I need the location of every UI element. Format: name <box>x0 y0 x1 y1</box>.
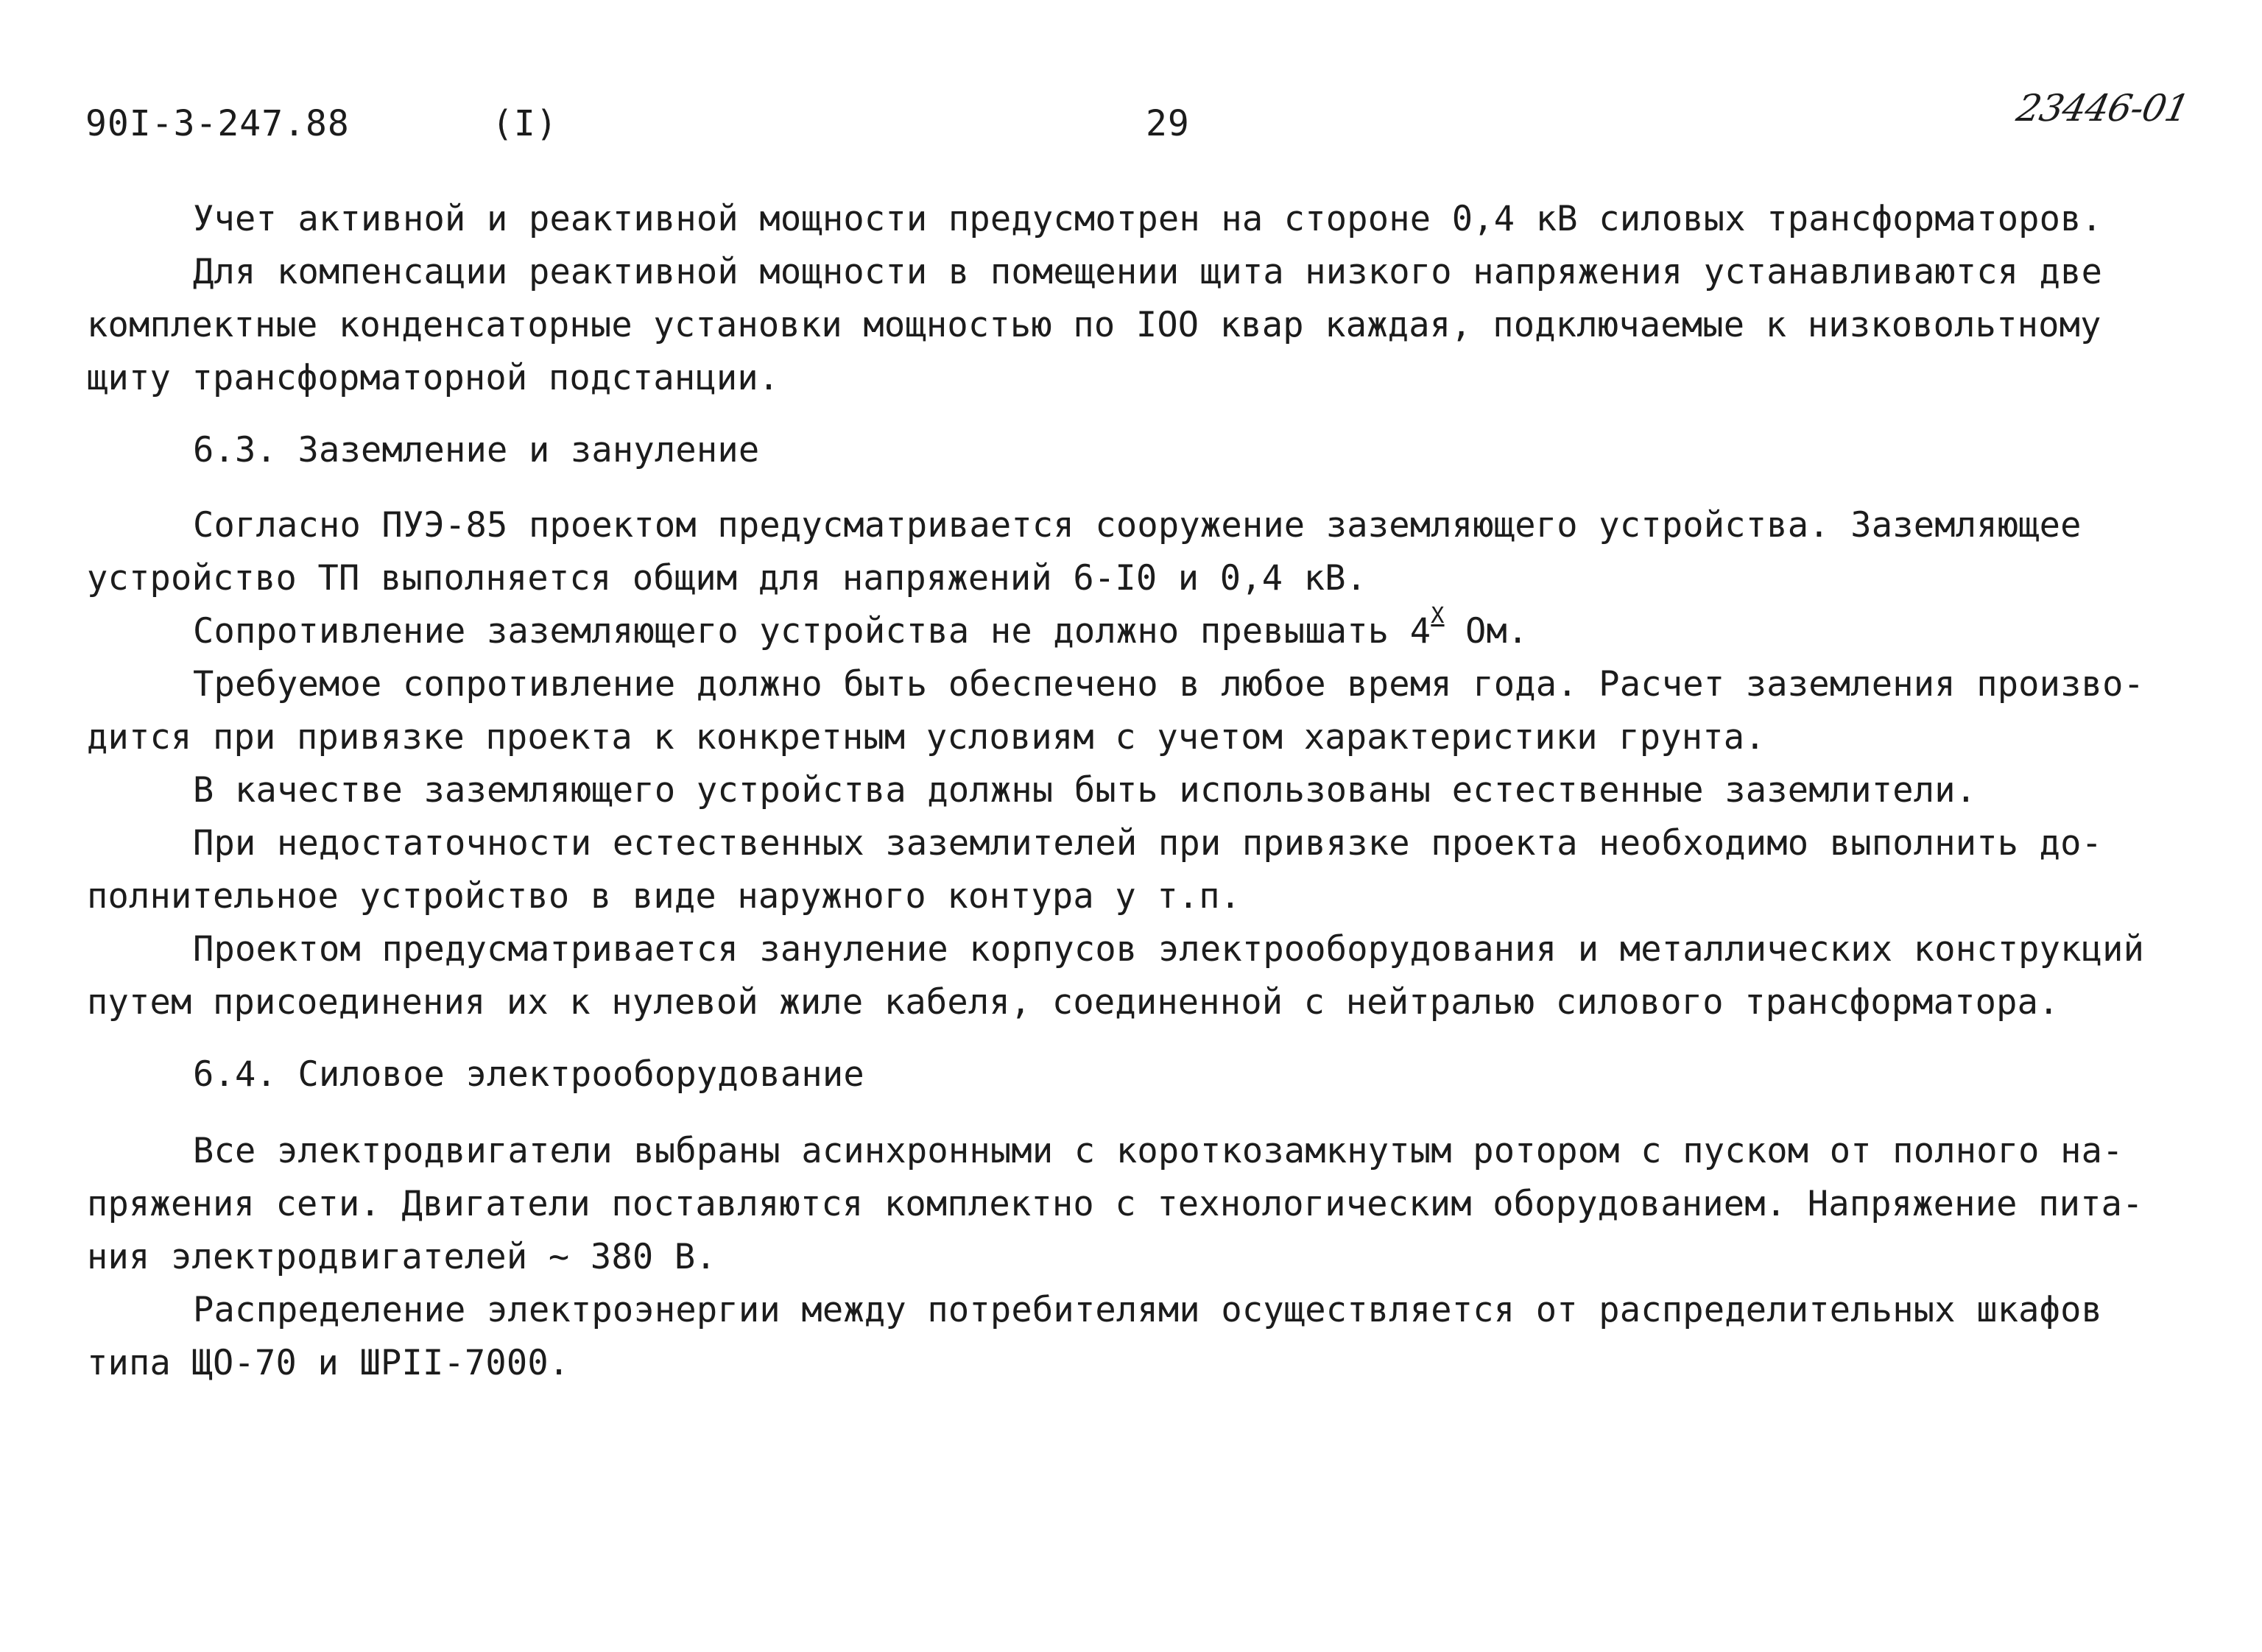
text-line: Все электродвигатели выбраны асинхронными с короткозамкнутым ротором с пуском от полного на- <box>193 1131 2124 1171</box>
page-number: 29 <box>1146 103 1190 144</box>
text-line: Для компенсации реактивной мощности в помещении щита низкого напряжения устанавливаются две <box>193 252 2103 292</box>
text-line: Требуемое сопротивление должно быть обеспечено в любое время года. Расчет заземления произво- <box>193 664 2145 705</box>
text-line: ния электродвигателей ~ 380 В. <box>87 1237 716 1277</box>
text-line: При недостаточности естественных заземлителей при привязке проекта необходимо выполнить до- <box>193 823 2103 864</box>
text-line: В качестве заземляющего устройства должны быть использованы естественные заземлители. <box>193 770 1977 811</box>
section-heading-6-3: 6.3. Заземление и зануление <box>193 430 760 470</box>
superscript-mark: X <box>1431 603 1445 629</box>
text-line: Распределение электроэнергии между потребителями осуществляется от распределительных шкафов <box>193 1290 2103 1330</box>
section-heading-6-4: 6.4. Силовое электрооборудование <box>193 1054 864 1095</box>
text-line: пряжения сети. Двигатели поставляются комплектно с технологическим оборудованием. Напряжение пита- <box>87 1184 2143 1224</box>
text-line: полнительное устройство в виде наружного контура у т.п. <box>87 876 1241 917</box>
text-line: Учет активной и реактивной мощности предусмотрен на стороне 0,4 кВ силовых трансформаторов. <box>193 199 2103 239</box>
text-line: путем присоединения их к нулевой жиле кабеля, соединенной с нейтралью силового трансформатора. <box>87 982 2060 1023</box>
text-line: Проектом предусматривается зануление корпусов электрооборудования и металлических конструкций <box>193 929 2145 970</box>
text-line: щиту трансформаторной подстанции. <box>87 358 780 398</box>
text-line: дится при привязке проекта к конкретным условиям с учетом характеристики грунта. <box>87 717 1766 758</box>
text-line: устройство ТП выполняется общим для напряжений 6-I0 и 0,4 кВ. <box>87 558 1367 599</box>
sheet-number: (I) <box>492 103 558 144</box>
document-code: 90I-3-247.88 <box>85 103 350 144</box>
inventory-number: 23446-01 <box>2012 87 2193 130</box>
text-line: Согласно ПУЭ-85 проектом предусматривается сооружение заземляющего устройства. Заземляющее <box>193 505 2082 546</box>
text-line: типа ЩО-70 и ШРII-7000. <box>87 1343 570 1383</box>
text-line: Сопротивление заземляющего устройства не должно превышать $4^X$ Ом. <box>193 603 1529 652</box>
text-line: комплектные конденсаторные установки мощностью по IOO квар каждая, подключаемые к низковольтному <box>87 305 2101 345</box>
